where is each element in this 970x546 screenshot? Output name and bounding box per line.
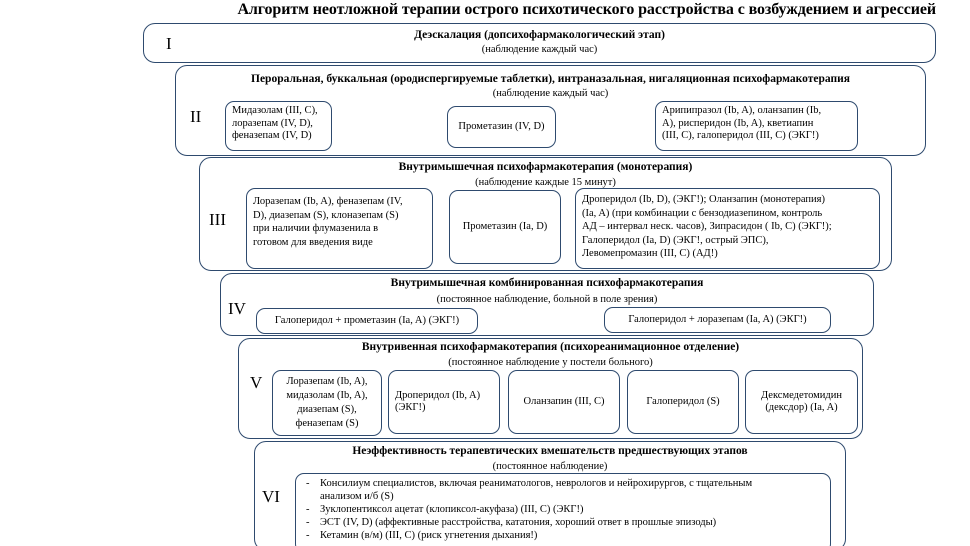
text-line: лоразепам (IV, D), — [232, 117, 313, 129]
stage-3-box-antipsychotics — [575, 188, 880, 269]
text-line: A), рисперидон (Ib, A), кветиапин — [662, 117, 814, 129]
text-line: диазепам (S), — [297, 404, 357, 415]
text-line: Левомепромазин (III, C) (АД!) — [582, 248, 718, 259]
stage-3-box-benzodiazepines — [246, 188, 433, 269]
stage-5-box-droperidol — [388, 370, 500, 434]
stage-4-roman: IV — [228, 299, 246, 318]
text-line: феназепам (S) — [295, 418, 359, 429]
stage-6-heading: Неэффективность терапевтических вмешательств предшествующих этапов — [352, 445, 748, 457]
stage-5-roman: V — [250, 373, 263, 392]
list-item — [304, 529, 822, 542]
list-item — [304, 503, 822, 516]
text-line: феназепам (IV, D) — [232, 130, 312, 141]
stage-6-roman: VI — [262, 487, 280, 506]
stage-1-roman: I — [166, 34, 172, 53]
text-line: Галоперидол (S) — [646, 395, 720, 407]
text-line: Оланзапин (III, C) — [523, 395, 605, 407]
stage-2-box-benzodiazepines — [225, 101, 332, 151]
text-line: Дроперидол (Ib, A) — [395, 389, 481, 401]
stage-6-subheading: (постоянное наблюдение) — [492, 461, 608, 472]
stage-1-subheading: (наблюдение каждый час) — [481, 44, 598, 55]
text-line: мидазолам (Ib, A), — [286, 390, 368, 401]
text-line: Мидазолам (III, C), — [232, 105, 318, 116]
text-line: Дексмедетомидин — [761, 389, 842, 401]
stage-5-box-benzodiazepines — [272, 370, 382, 436]
stage-4-heading: Внутримышечная комбинированная психофармакотерапия — [390, 277, 704, 289]
list-item — [304, 477, 822, 503]
text-line: - ЭСТ (IV, D) (аффективные расстройства, кататония, хороший ответ в прошлые эпизоды) — [320, 517, 717, 528]
text-line: - Кетамин (в/м) (III, C) (риск угнетения дыхания!) — [320, 530, 538, 541]
stage-4-subheading: (постоянное наблюдение, больной в поле зрения) — [436, 294, 658, 305]
stage-1-heading: Деэскалация (допсихофармакологический этап) — [414, 29, 665, 41]
list-item — [304, 516, 822, 529]
text-line: (дексдор) (Ia, A) — [765, 402, 838, 413]
stage-5-box-dexmedetomidine — [745, 370, 858, 434]
stage-5-box-olanzapine — [508, 370, 620, 434]
stage-2-heading: Пероральная, буккальная (ородиспергируемые таблетки), интраназальная, нигаляционная психофармакотерапия — [251, 73, 850, 85]
text-line: - Консилиум специалистов, включая реаниматологов, неврологов и нейрохирургов, с тщательным — [320, 478, 753, 489]
stage-6-measures-list — [295, 473, 831, 546]
stage-5-box-haloperidol — [627, 370, 739, 434]
text-line: анализом и/б (S) — [320, 491, 394, 502]
text-line: - Зуклопентиксол ацетат (клопиксол-акуфаза) (III, C) (ЭКГ!) — [320, 504, 584, 515]
text-line: Лоразепам (Ib, A), феназепам (IV, — [253, 196, 403, 207]
text-line: Галоперидол (Ia, D) (ЭКГ!, острый ЭПС), — [582, 234, 769, 246]
stage-2-subheading: (наблюдение каждый час) — [492, 88, 609, 99]
stage-4-box-haloperidol-promethazine — [256, 308, 478, 334]
text-line: Арипипразол (Ib, A), оланзапин (Ib, — [662, 105, 822, 116]
text-line: Дроперидол (Ib, D), (ЭКГ!); Оланзапин (монотерапия) — [582, 194, 825, 205]
stage-3-heading: Внутримышечная психофармакотерапия (монотерапия) — [398, 161, 693, 173]
text-line: (ЭКГ!) — [395, 402, 426, 413]
stage-3-subheading: (наблюдение каждые 15 минут) — [475, 177, 616, 188]
stage-3-roman: III — [209, 210, 226, 229]
text-line: Галоперидол + лоразепам (Ia, A) (ЭКГ!) — [628, 313, 807, 325]
text-line: Прометазин (IV, D) — [458, 120, 545, 132]
text-line: (Ia, A) (при комбинации с бензодиазепином, контроль — [582, 207, 823, 219]
stage-3-box-promethazine — [449, 190, 561, 264]
text-line: (III, C), галоперидол (III, C) (ЭКГ!) — [662, 130, 819, 141]
text-line: D), диазепам (S), клоназепам (S) — [253, 209, 399, 221]
text-line: Лоразепам (Ib, A), — [286, 376, 368, 387]
stage-2-box-antipsychotics — [655, 101, 858, 151]
stage-2-box-promethazine — [447, 106, 556, 148]
text-line: Прометазин (Ia, D) — [462, 220, 548, 232]
diagram-title: Алгоритм неотложной терапии острого психотического расстройства с возбуждением и агрессией — [237, 1, 936, 18]
stage-2-roman: II — [190, 107, 202, 126]
stage-4-box-haloperidol-lorazepam — [604, 307, 831, 333]
text-line: готовом для введения виде — [253, 236, 373, 248]
stage-1 — [143, 23, 936, 63]
stage-5-heading: Внутривенная психофармакотерапия (психореанимационное отделение) — [361, 341, 740, 353]
text-line: Галоперидол + прометазин (Ia, A) (ЭКГ!) — [274, 314, 460, 326]
text-line: АД – интервал неск. часов), Зипрасидон ( Ib, C) (ЭКГ!); — [582, 221, 832, 232]
text-line: при наличии флумазенила в — [253, 223, 379, 234]
stage-5-subheading: (постоянное наблюдение у постели больного) — [448, 357, 653, 368]
